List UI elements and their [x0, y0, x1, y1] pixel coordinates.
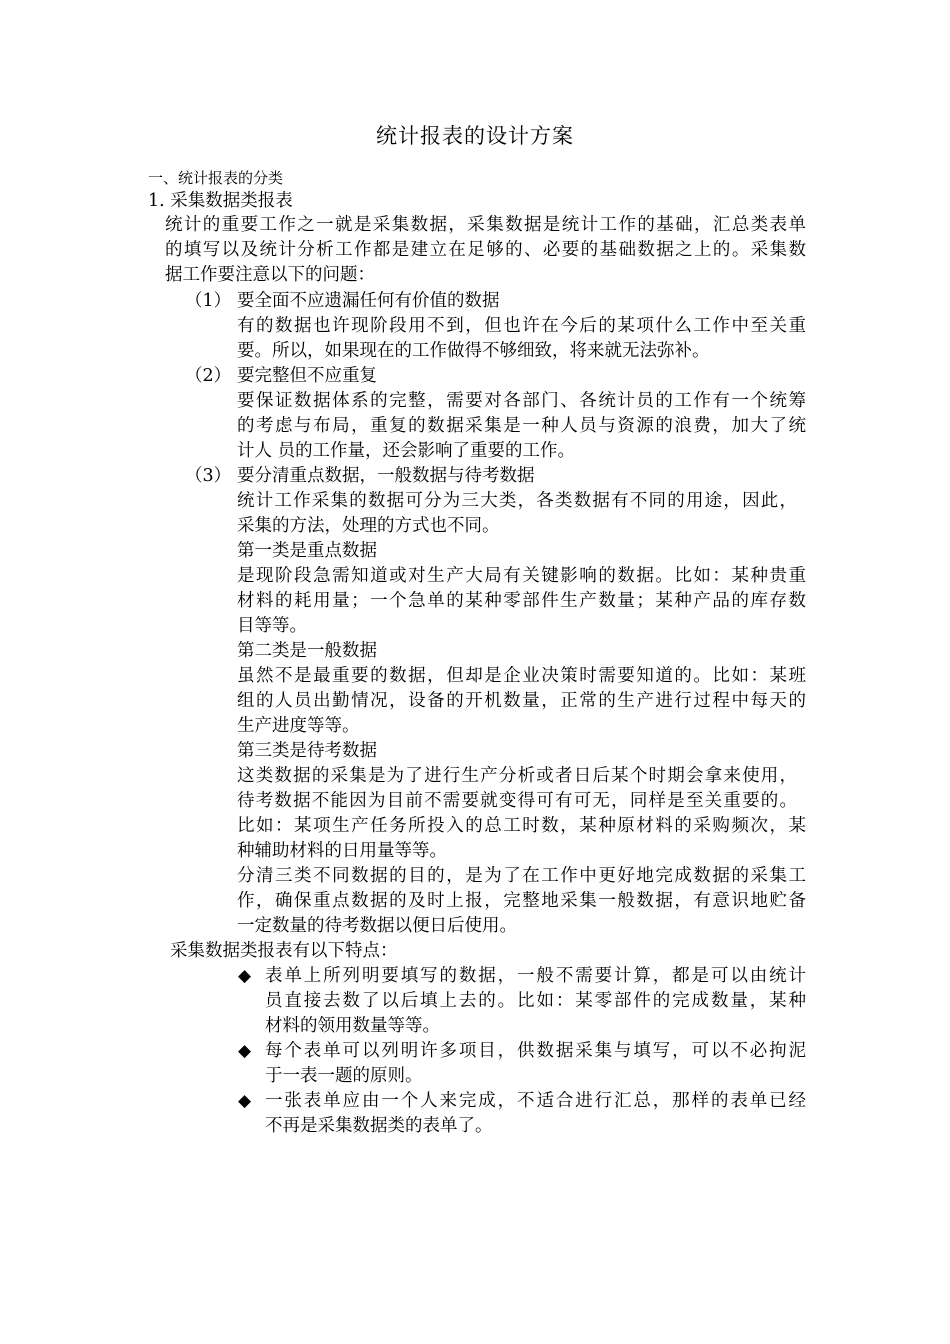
features-heading: 采集数据类报表有以下特点： — [170, 941, 398, 961]
category-heading: 第一类是重点数据 — [237, 541, 377, 561]
category-body-line: 比如：某项生产任务所投入的总工时数，某种原材料的采购频次，某 — [237, 816, 806, 836]
subsection-heading: 1. 采集数据类报表 — [148, 191, 293, 211]
category-body-line: 这类数据的采集是为了进行生产分析或者日后某个时期会拿来使用， — [237, 766, 797, 786]
item-body-line: 要保证数据体系的完整，需要对各部门、各统计员的工作有一个统筹 — [237, 391, 806, 411]
document-title: 统计报表的设计方案 — [376, 124, 574, 148]
category-heading: 第二类是一般数据 — [237, 641, 377, 661]
feature-line: 每个表单可以列明许多项目，供数据采集与填写，可以不必拘泥 — [265, 1041, 806, 1061]
feature-line: 材料的领用数量等等。 — [265, 1016, 440, 1036]
item-number: （2） — [185, 366, 232, 386]
category-body-line: 组的人员出勤情况，设备的开机数量，正常的生产进行过程中每天的 — [237, 691, 806, 711]
feature-line: 员直接去数了以后填上去的。比如：某零部件的完成数量，某种 — [265, 991, 806, 1011]
intro-line: 统计的重要工作之一就是采集数据，采集数据是统计工作的基础，汇总类表单 — [165, 215, 806, 235]
diamond-bullet-icon: ◆ — [238, 1091, 252, 1111]
category-body-line: 种辅助材料的日用量等等。 — [237, 841, 447, 861]
item-body-line: 计人 员的工作量，还会影响了重要的工作。 — [237, 441, 576, 461]
item-body-line: 要。所以，如果现在的工作做得不够细致，将来就无法弥补。 — [237, 341, 710, 361]
summary-line: 分清三类不同数据的目的，是为了在工作中更好地完成数据的采集工 — [237, 866, 806, 886]
feature-line: 一张表单应由一个人来完成，不适合进行汇总，那样的表单已经 — [265, 1091, 806, 1111]
item-heading: 要完整但不应重复 — [237, 366, 377, 386]
summary-line: 一定数量的待考数据以便日后使用。 — [237, 916, 517, 936]
item-heading: 要全面不应遗漏任何有价值的数据 — [237, 291, 500, 311]
category-body-line: 待考数据不能因为目前不需要就变得可有可无，同样是至关重要的。 — [237, 791, 797, 811]
section-heading: 一、统计报表的分类 — [148, 169, 284, 187]
intro-line: 据工作要注意以下的问题： — [165, 265, 375, 285]
feature-line: 不再是采集数据类的表单了。 — [265, 1116, 493, 1136]
item-body-line: 的考虑与布局，重复的数据采集是一种人员与资源的浪费，加大了统 — [237, 416, 806, 436]
intro-line: 的填写以及统计分析工作都是建立在足够的、必要的基础数据之上的。采集数 — [165, 240, 806, 260]
category-body-line: 虽然不是最重要的数据，但却是企业决策时需要知道的。比如：某班 — [237, 666, 806, 686]
item-body-line: 有的数据也许现阶段用不到，但也许在今后的某项什么工作中至关重 — [237, 316, 806, 336]
item-body-line: 统计工作采集的数据可分为三大类，各类数据有不同的用途，因此， — [237, 491, 797, 511]
category-body-line: 材料的耗用量；一个急单的某种零部件生产数量；某种产品的库存数 — [237, 591, 806, 611]
item-number: （3） — [185, 466, 232, 486]
category-body-line: 生产进度等等。 — [237, 716, 360, 736]
category-body-line: 是现阶段急需知道或对生产大局有关键影响的数据。比如：某种贵重 — [237, 566, 806, 586]
feature-line: 表单上所列明要填写的数据，一般不需要计算，都是可以由统计 — [265, 966, 806, 986]
summary-line: 作，确保重点数据的及时上报，完整地采集一般数据，有意识地贮备 — [237, 891, 806, 911]
diamond-bullet-icon: ◆ — [238, 1041, 252, 1061]
category-body-line: 目等等。 — [237, 616, 307, 636]
feature-line: 于一表一题的原则。 — [265, 1066, 423, 1086]
item-body-line: 采集的方法，处理的方式也不同。 — [237, 516, 500, 536]
category-heading: 第三类是待考数据 — [237, 741, 377, 761]
item-heading: 要分清重点数据，一般数据与待考数据 — [237, 466, 535, 486]
item-number: （1） — [185, 291, 232, 311]
diamond-bullet-icon: ◆ — [238, 966, 252, 986]
